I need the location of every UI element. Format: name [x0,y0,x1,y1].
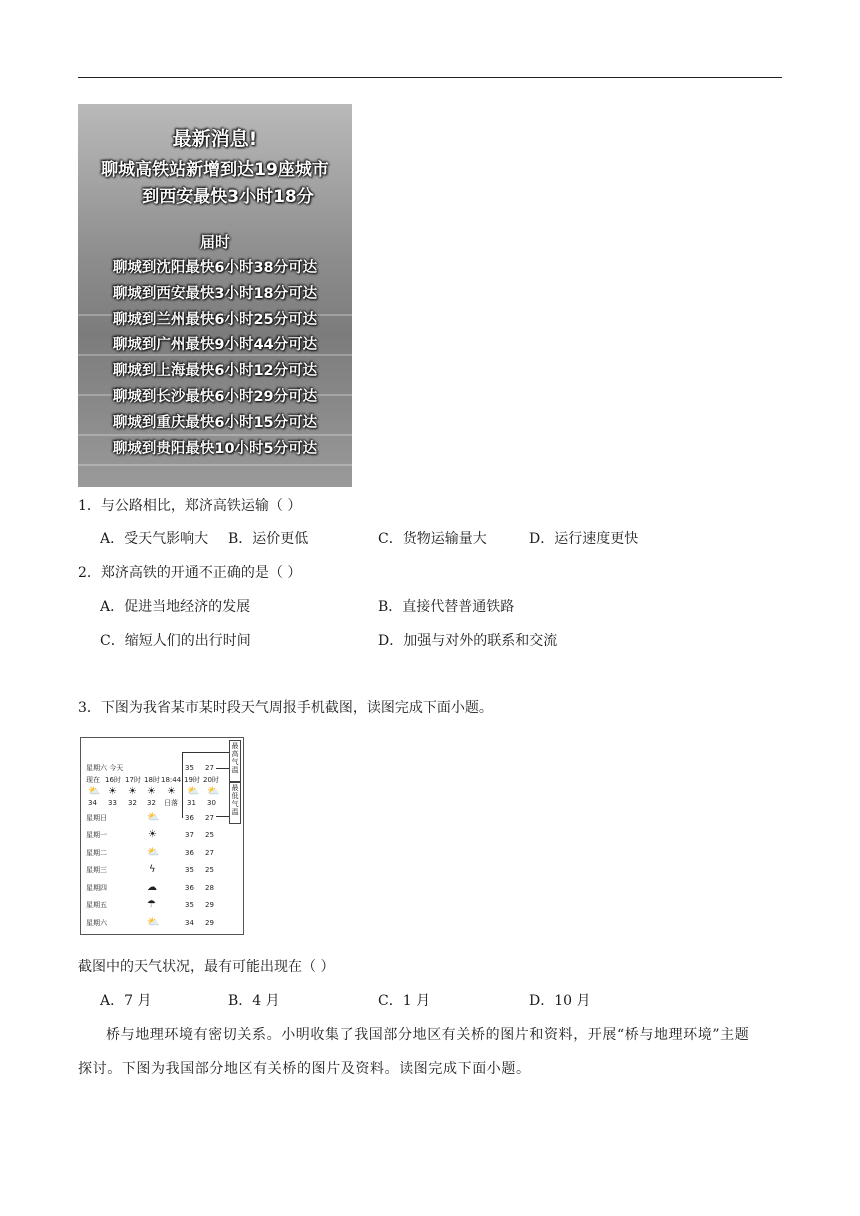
callout-line [216,816,229,817]
day-low: 25 [205,866,214,874]
cloud-sun-icon: ⛅ [147,847,160,858]
poster-route: 聊城到重庆最快6小时15分可达 [112,414,318,431]
day-low: 27 [205,814,214,822]
hour-label: 16时 [105,776,121,784]
sun-icon: ☀ [108,786,117,797]
poster-route: 聊城到兰州最快6小时25分可达 [112,311,318,328]
sun-icon: ☀ [148,829,157,840]
day-high: 35 [185,866,194,874]
poster-route: 聊城到上海最快6小时12分可达 [112,363,318,380]
day-name: 星期二 [86,849,107,857]
poster-route: 聊城到沈阳最快6小时38分可达 [112,260,318,276]
q3-option-b: B．4 月 [228,993,280,1009]
lightning-icon: ϟ [149,864,156,875]
hour-temp: 32 [147,799,156,807]
today-low: 27 [205,764,214,772]
day-high: 36 [185,884,194,892]
day-name: 星期日 [86,814,107,822]
q2-option-b: B．直接代替普通铁路 [378,599,515,615]
bridge-intro-line-2: 探讨。下图为我国部分地区有关桥的图片及资料。读图完成下面小题。 [78,1061,531,1077]
day-high: 35 [185,901,194,909]
poster-route: 聊城到贵阳最快10小时5分可达 [112,440,318,457]
hour-label: 现在 [86,776,100,784]
cloud-icon: ☁ [147,882,157,893]
poster-subtitle-2: 到西安最快3小时18分 [142,187,314,207]
day-high: 34 [185,919,194,927]
hour-label: 19时 [184,776,200,784]
poster-route-list [78,256,352,462]
question-3-stem: 截图中的天气状况，最有可能出现在（ ） [78,959,335,975]
weather-forecast-image [80,737,244,935]
q1-option-d: D．运行速度更快 [529,531,639,547]
hour-temp: 日落 [164,799,178,807]
day-high: 36 [185,849,194,857]
hour-temp: 34 [88,799,97,807]
cloud-sun-icon: ⛅ [147,812,160,823]
question-1-stem: 1．与公路相比，郑济高铁运输（ ） [78,498,302,514]
poster-route: 聊城到广州最快9小时44分可达 [112,337,318,354]
sunset-icon: ☀ [167,786,176,797]
weather-header: 星期六 今天 [86,764,124,772]
day-name: 星期五 [86,901,107,909]
day-name: 星期三 [86,866,107,874]
day-low: 27 [205,849,214,857]
q2-option-a: A．促进当地经济的发展 [100,599,251,615]
cloud-sun-icon: ⛅ [88,786,101,797]
day-low: 29 [205,901,214,909]
callout-line [182,752,229,753]
poster-then: 届时 [199,233,230,251]
day-high: 37 [185,831,194,839]
day-low: 29 [205,919,214,927]
q3-option-c: C．1 月 [378,993,431,1009]
hour-label: 18时 [144,776,160,784]
q1-option-c: C．货物运输量大 [378,531,487,547]
hour-temp: 31 [187,799,196,807]
day-low: 25 [205,831,214,839]
sun-icon: ☀ [147,786,156,797]
cloud-sun-icon: ⛅ [147,917,160,928]
hour-label: 18:44 [161,776,182,784]
q2-option-c: C．缩短人们的出行时间 [100,633,251,649]
railway-news-poster [78,104,352,487]
poster-subtitle: 聊城高铁站新增到达19座城市 [101,160,329,180]
rain-icon: ☂ [147,899,156,910]
callout-line [182,752,183,818]
question-3-intro: 3．下图为我省某市某时段天气周报手机截图，读图完成下面小题。 [78,700,493,716]
hour-label: 20时 [203,776,219,784]
q3-option-d: D．10 月 [529,993,591,1009]
callout-line [216,768,229,769]
cloud-sun-icon: ⛅ [187,786,200,797]
header-rule [78,77,782,78]
poster-title: 最新消息! [172,128,258,150]
day-high: 36 [185,814,194,822]
cloud-sun-icon: ⛅ [207,786,220,797]
hour-temp: 33 [108,799,117,807]
poster-route: 聊城到长沙最快6小时29分可达 [112,388,318,405]
callout-highest-temp: 最高气温 [229,740,241,782]
day-low: 28 [205,884,214,892]
day-name: 星期一 [86,831,107,839]
day-name: 星期四 [86,884,107,892]
bridge-intro-line-1: 桥与地理环境有密切关系。小明收集了我国部分地区有关桥的图片和资料，开展“桥与地理环境”主题 [106,1027,750,1043]
callout-lowest-temp: 最低气温 [229,782,241,824]
q1-option-a: A．受天气影响大 [100,531,209,547]
day-name: 星期六 [86,919,107,927]
today-high: 35 [185,764,194,772]
q2-option-d: D．加强与对外的联系和交流 [378,633,558,649]
question-2-stem: 2．郑济高铁的开通不正确的是（ ） [78,565,302,581]
hour-label: 17时 [125,776,141,784]
q3-option-a: A．7 月 [100,993,152,1009]
poster-route: 聊城到西安最快3小时18分可达 [112,285,318,302]
hour-temp: 32 [128,799,137,807]
hour-temp: 30 [207,799,216,807]
sun-icon: ☀ [128,786,137,797]
q1-option-b: B．运价更低 [228,531,309,547]
